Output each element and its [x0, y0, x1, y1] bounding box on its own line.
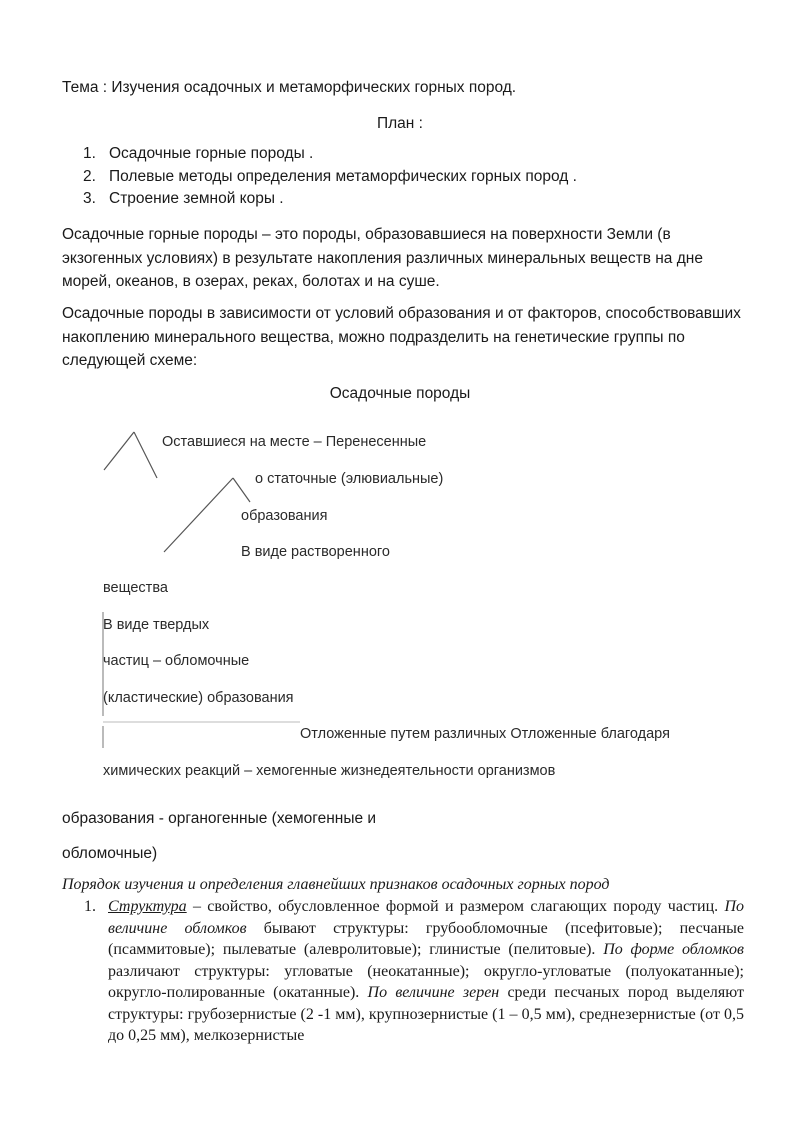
plan-item-number: 3. — [83, 190, 96, 207]
plan-title: План : — [377, 115, 423, 132]
diagram-branch-line — [104, 432, 134, 470]
grain-label: По величине зерен — [367, 984, 500, 1001]
diagram-label: Отложенные путем различных Отложенные благодаря — [300, 726, 670, 742]
shape-label: По форме обломков — [603, 941, 745, 958]
diagram-label: образования — [241, 508, 328, 524]
diagram-label: химических реакций – хемогенные жизнедеятельности организмов — [103, 763, 556, 779]
structure-definition: – свойство, обусловленное формой и размером слагающих породу частиц. — [186, 898, 725, 915]
plan-item-number: 2. — [83, 167, 96, 185]
size-text: бывают структуры: грубообломочные (псефитовые); песчаные (псаммитовые); пылеватые (алевролитовые); глинистые (пелитовые). — [108, 919, 745, 958]
diagram-label: (кластические) образования — [103, 690, 294, 706]
paragraph-definition: Осадочные горные породы – это породы, образовавшиеся на поверхности Земли (в экзогенных условиях) в результате накопления различных минеральных веществ на дне морей, океанов, в озерах, реках, болотах и на суше. — [62, 226, 703, 290]
structure-item-body — [108, 896, 744, 1047]
paragraph-classification: Осадочные породы в зависимости от условий образования и от факторов, способствовавших накоплению минерального вещества, можно подразделить на генетические группы по следующей схеме: — [62, 305, 741, 369]
diagram-caption-line: обломочные) — [62, 845, 158, 862]
plan-item-text: Осадочные горные породы . — [109, 145, 314, 162]
shape-text: различают структуры: угловатые (неокатанные); округло-угловатые (полуокатанные); округло-полированные (окатанные). — [108, 962, 744, 1001]
diagram-label: частиц – обломочные — [103, 653, 250, 669]
diagram-label: Оставшиеся на месте – Перенесенные — [162, 434, 427, 450]
order-title: Порядок изучения и определения главнейших признаков осадочных горных пород — [62, 876, 610, 893]
plan-item-text: Строение земной коры . — [109, 190, 284, 207]
structure-item — [84, 896, 744, 1047]
diagram-caption-line: образования - органогенные (хемогенные и — [62, 810, 377, 827]
diagram-branch-line — [134, 432, 157, 478]
diagram-label: В виде растворенного — [241, 544, 390, 560]
topic-heading: Тема : Изучения осадочных и метаморфических горных пород. — [62, 79, 517, 96]
diagram-label: вещества — [103, 580, 168, 596]
diagram-branch-line — [164, 478, 233, 552]
diagram-title: Осадочные породы — [329, 385, 471, 402]
diagram-label: о статочные (элювиальные) — [255, 471, 444, 487]
size-label: По величине обломков — [108, 898, 744, 937]
diagram-label: В виде твердых — [103, 617, 210, 633]
diagram-branch-line — [233, 478, 250, 502]
grain-text: среди песчаных пород выделяют структуры: грубозернистые (2 -1 мм), крупнозернистые (1 – 0,5 мм), среднезернистые (от 0,5 до 0,25 мм), мелкозернистые — [108, 984, 744, 1044]
plan-item-text: Полевые методы определения метаморфических горных пород . — [109, 167, 577, 185]
plan-item-number: 1. — [83, 145, 96, 162]
structure-item-number: 1. — [84, 898, 96, 915]
structure-term: Структура — [108, 898, 187, 915]
